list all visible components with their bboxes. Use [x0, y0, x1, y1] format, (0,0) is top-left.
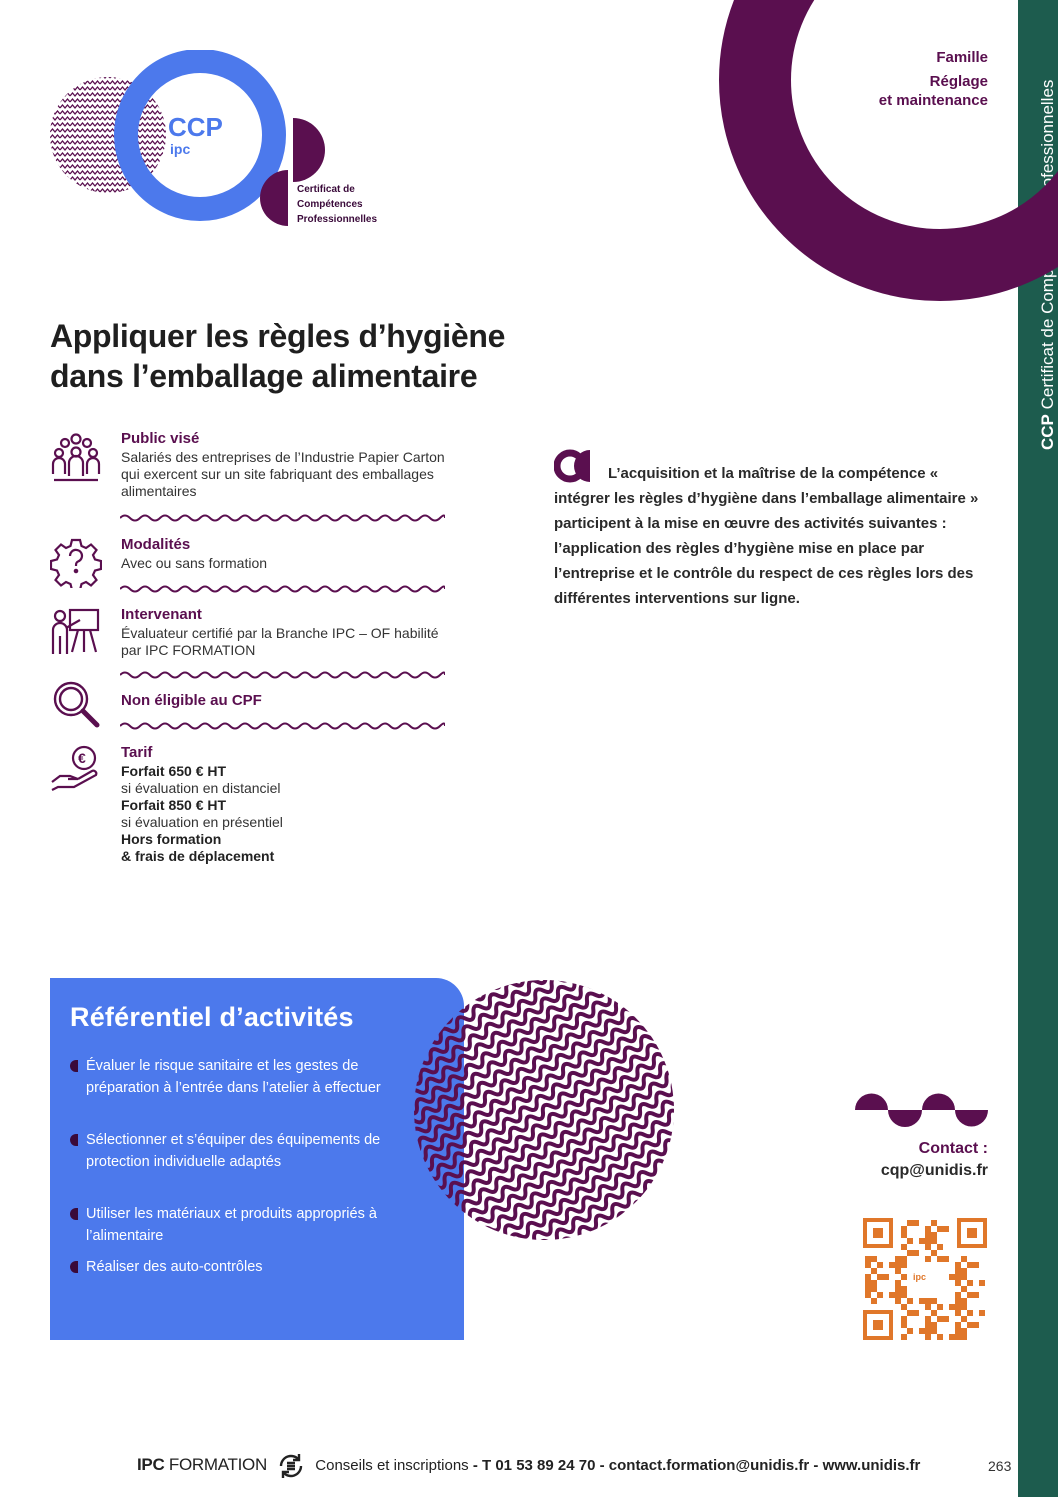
qr-logo-text: ipc [913, 1272, 927, 1282]
footer-brand [137, 1455, 267, 1474]
logo-ccp: CCP [168, 112, 223, 142]
referentiel-item [70, 1256, 406, 1278]
contact-label: Contact : [918, 1140, 988, 1157]
info-public [50, 430, 450, 500]
footer [137, 1450, 997, 1482]
footer-conseils: Conseils et inscriptions [315, 1456, 469, 1474]
description-block [554, 448, 994, 611]
intervenant-heading: Intervenant [121, 606, 202, 623]
info-tarif [50, 744, 450, 874]
side-band-text: Certificat de Compétences Professionnelles [1038, 79, 1057, 410]
bullet-icon [70, 1134, 78, 1146]
referentiel-item [70, 1055, 406, 1099]
gear-question-icon [50, 536, 102, 588]
qr-code[interactable] [863, 1218, 987, 1340]
tarif-cond2: si évaluation en présentiel [121, 814, 283, 830]
tarif-extra2: & frais de déplacement [121, 848, 275, 864]
referentiel-item-text: Utiliser les matériaux et produits appropriés à l’alimentaire [86, 1206, 377, 1244]
referentiel-item [70, 1129, 406, 1173]
contact-wave-decoration [855, 1093, 988, 1127]
footer-web[interactable]: - www.unidis.fr [813, 1456, 921, 1474]
footer-brand-rest: FORMATION [168, 1454, 267, 1474]
wave-divider [120, 584, 445, 594]
refresh-doc-icon [275, 1450, 307, 1482]
modalites-heading: Modalités [121, 536, 191, 553]
referentiel-title: Référentiel d’activités [70, 1002, 354, 1032]
page-title [50, 316, 610, 396]
logo-ipc: ipc [170, 141, 191, 157]
svg-text:€: € [78, 750, 86, 766]
logo-subtitle-1: Certificat de [297, 184, 355, 195]
bullet-icon [70, 1208, 78, 1220]
wavy-circle-decoration [412, 978, 676, 1242]
footer-email[interactable]: - contact.formation@unidis.fr [599, 1456, 810, 1474]
tarif-price2: Forfait 850 € HT [121, 797, 227, 813]
referentiel-item-text: Réaliser des auto-contrôles [86, 1259, 263, 1275]
tarif-extra1: Hors formation [121, 831, 222, 847]
public-heading: Public visé [121, 430, 200, 447]
footer-brand-bold: IPC [137, 1454, 165, 1474]
footer-phone[interactable]: - T 01 53 89 24 70 [472, 1456, 596, 1474]
decorative-ring [710, 0, 1058, 310]
euro-hand-icon [50, 744, 102, 796]
side-band-bold: CCP [1038, 414, 1057, 450]
tarif-heading: Tarif [121, 744, 153, 761]
info-modalites [50, 536, 450, 588]
famille-line2: et maintenance [878, 92, 988, 109]
description-text: L’acquisition et la maîtrise de la compétence « intégrer les règles d’hygiène dans l’emballage alimentaire » participent à la mise en œuvre des activités suivantes : l’application des règles d’hygiène mise en place par l’entreprise et le contrôle du respect de ces règles lors des différentes interventions sur ligne. [554, 465, 979, 607]
modalites-text: Avec ou sans formation [121, 555, 268, 571]
people-icon [50, 430, 102, 482]
wave-divider [120, 513, 445, 523]
presenter-icon [50, 606, 102, 658]
referentiel-item-text: Sélectionner et s’équiper des équipements de protection individuelle adaptés [86, 1132, 381, 1170]
intervenant-text: Évaluateur certifié par la Branche IPC – OF habilité par IPC FORMATION [121, 625, 439, 658]
logo-subtitle-2: Compétences [297, 199, 363, 210]
famille-label: Famille [936, 49, 988, 66]
info-intervenant [50, 606, 450, 666]
famille-line1: Réglage [929, 73, 988, 90]
title-line2: dans l’emballage alimentaire [50, 358, 478, 394]
tarif-price1: Forfait 650 € HT [121, 763, 227, 779]
bullet-icon [70, 1261, 78, 1273]
wave-divider [120, 721, 445, 731]
tarif-cond1: si évaluation en distanciel [121, 780, 281, 796]
page-number: 263 [988, 1458, 1012, 1474]
logo-subtitle [297, 182, 377, 227]
bullet-icon [70, 1060, 78, 1072]
quote-mark-icon [554, 448, 606, 484]
cpf-heading: Non éligible au CPF [121, 692, 262, 709]
referentiel-item-text: Évaluer le risque sanitaire et les gestes de préparation à l’entrée dans l’atelier à effectuer [86, 1058, 381, 1096]
referentiel-item [70, 1203, 406, 1247]
public-text: Salariés des entreprises de l’Industrie Papier Carton qui exercent sur un site fabriquant des emballages alimentaires [121, 449, 445, 499]
logo-subtitle-3: Professionnelles [297, 214, 378, 225]
magnifier-icon [50, 678, 102, 730]
title-line1: Appliquer les règles d’hygiène [50, 318, 506, 354]
contact-email[interactable]: cqp@unidis.fr [880, 1162, 988, 1179]
